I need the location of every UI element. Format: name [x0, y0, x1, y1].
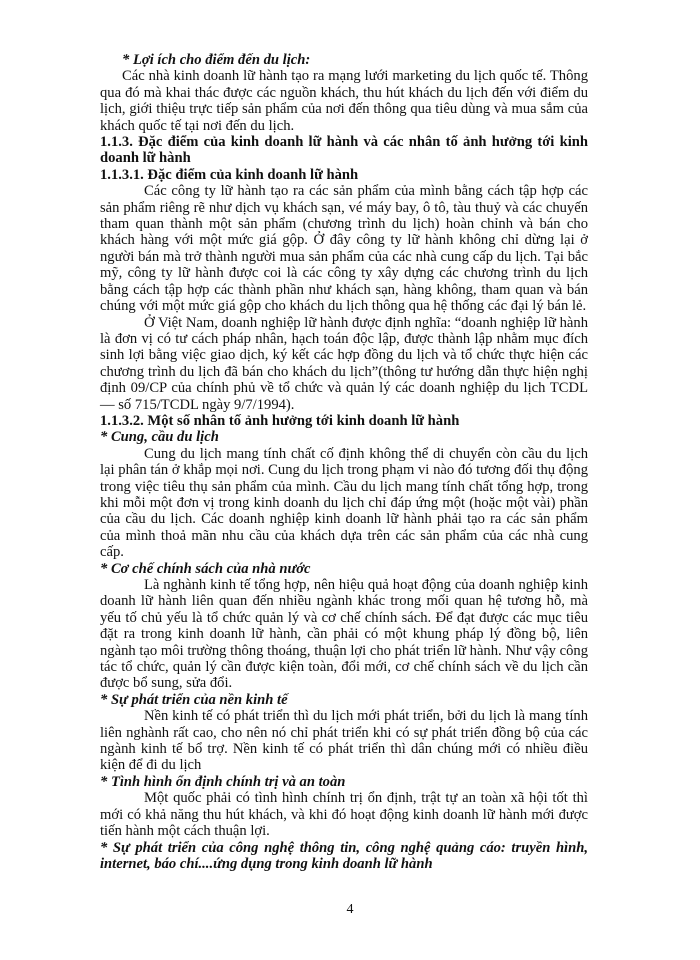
heading-1-1-3-1: 1.1.3.1. Đặc điểm của kinh doanh lữ hành	[100, 166, 359, 183]
heading-tinh-hinh: * Tình hình ổn định chính trị và an toàn	[100, 773, 346, 790]
heading-1-1-3-2: 1.1.3.2. Một số nhân tố ảnh hưởng tới kinh doanh lữ hành	[100, 412, 460, 429]
heading-su-phat-trien: * Sự phát triển của nền kinh tế	[100, 691, 288, 708]
heading-cung-cau: * Cung, cầu du lịch	[100, 429, 219, 446]
heading-cong-nghe: * Sự phát triển của công nghệ thông tin, công nghệ quảng cáo: truyền hình, internet, báo chí....ứng dụng trong kinh doanh lữ hành	[100, 839, 588, 872]
paragraph-su-phat-trien: Nền kinh tế có phát triển thì du lịch mới phát triển, bởi du lịch là mang tính liên nghành rất cao, cho nên nó chỉ phát triển khi có sự phát triển đồng bộ của các ngành kinh tế bổ trợ. Nền kinh tế có phát triển thì dân chúng mới có nhiều điều kiện để đi du lịch	[100, 708, 588, 774]
heading-1-1-3: 1.1.3. Đặc điểm của kinh doanh lữ hành và các nhân tố ảnh hưởng tới kinh doanh lữ hành	[100, 134, 588, 167]
heading-co-che: * Cơ chế chính sách của nhà nước	[100, 560, 311, 577]
heading-loi-ich-diem-den: * Lợi ích cho điểm đến du lịch:	[122, 52, 311, 68]
document-body	[100, 52, 588, 872]
paragraph-tinh-hinh: Một quốc phải có tình hình chính trị ổn định, trật tự an toàn xã hội tốt thì mới có khả năng thu hút khách, và khi đó hoạt động kinh doanh lữ hành mới được tiến hành một cách thuận lợi.	[100, 790, 588, 840]
paragraph-viet-nam: Ở Việt Nam, doanh nghiệp lữ hành được định nghĩa: “doanh nghiệp lữ hành là đơn vị có tư cách pháp nhân, hạch toán độc lập, được thành lập nhằm mục đích sinh lợi bằng việc giao dịch, ký kết các hợp đồng du lịch và tổ chức thực hiện các chương trình du lịch đã bán cho khách du lịch”(thông tư hướng dẫn thực hiện nghị định 09/CP của chính phủ về tổ chức và quản lý các doanh nghiệp du lịch TCDL — số 715/TCDL ngày 9/7/1994).	[100, 314, 588, 413]
paragraph-co-che: Là nghành kinh tế tổng hợp, nên hiệu quả hoạt động của doanh nghiệp kinh doanh lữ hành liên quan đến nhiều ngành khác trong mối quan hệ tương hỗ, mà yếu tố chủ yếu là tổ chức quản lý và cơ chế chính sách. Để đạt được các mục tiêu đặt ra trong kinh doanh lữ hành, cần phải có một khung pháp lý đồng bộ, liên ngành tạo môi trường thông thoáng, thuận lợi cho phát triển lữ hành. Như vậy công tác tổ chức, quản lý cần được kiện toàn, đổi mới, cơ chế chính sách về du lịch cần được bổ sung, sửa đổi.	[100, 577, 588, 692]
paragraph-cung-cau: Cung du lịch mang tính chất cố định không thể di chuyển còn cầu du lịch lại phân tán ở khắp mọi nơi. Cung du lịch trong phạm vi nào đó tương đối thụ động trong việc tiêu thụ sản phẩm của mình. Cầu du lịch mang tính chất tổng hợp, trong khi mỗi một đơn vị trong kinh doanh du lịch chỉ đáp ứng một (hoặc một vài) phần của cầu du lịch. Các doanh nghiệp kinh doanh lữ hành phải tạo ra các sản phẩm của mình thoả mãn nhu cầu của khách dựa trên các sản phẩm của các nhà cung cấp.	[100, 445, 588, 561]
paragraph-loi-ich: Các nhà kinh doanh lữ hành tạo ra mạng lưới marketing du lịch quốc tế. Thông qua đó mà khai thác được các nguồn khách, thu hút khách du lịch đến với điểm du lịch, giới thiệu trực tiếp sản phẩm của nơi đến thông qua tiêu dùng và mua sắm của khách quốc tế tại nơi đến du lịch.	[100, 68, 588, 134]
paragraph-dac-diem: Các công ty lữ hành tạo ra các sản phẩm của mình bằng cách tập hợp các sản phẩm riêng rẽ như dịch vụ khách sạn, vé máy bay, ô tô, tàu thuỷ và các chuyến tham quan thành một sản phẩm (chương trình du lịch) hoàn chỉnh và bán cho khách hàng với một mức giá gộp. Ở đây công ty lữ hành không chỉ dừng lại ở người bán mà trở thành người mua sản phẩm của các nhà cung cấp du lịch. Tại bắc mỹ, công ty lữ hành được coi là các công ty xây dựng các chương trình du lịch bằng cách tập hợp các thành phần như khách sạn, hàng không, tham quan và bán chúng với một mức giá gộp cho khách du lịch thông qua hệ thống các đại lý bán lẻ.	[100, 183, 588, 315]
page-number: 4	[346, 902, 354, 917]
